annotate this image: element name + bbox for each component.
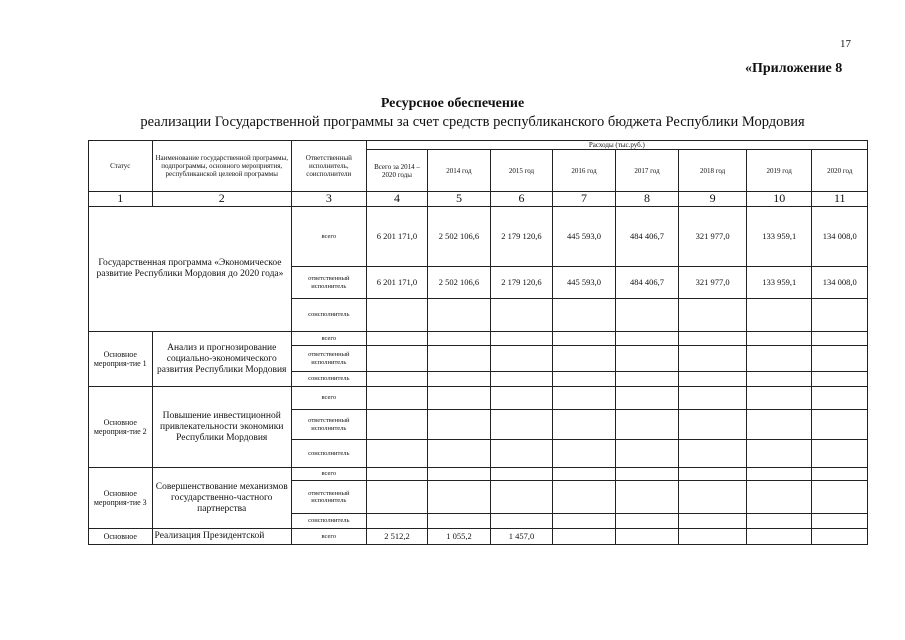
header-year-2017: 2017 год <box>615 150 679 192</box>
value-cell: 2 512,2 <box>366 529 427 545</box>
value-cell: 484 406,7 <box>615 267 679 299</box>
header-year-2019: 2019 год <box>746 150 812 192</box>
header-year-2020: 2020 год <box>812 150 868 192</box>
measure-name: Повышение инвестиционной привлекательности экономики Республики Мордовия <box>152 387 291 468</box>
column-number: 9 <box>679 192 747 207</box>
value-cell: 445 593,0 <box>553 267 616 299</box>
value-cell: 6 201 171,0 <box>366 267 427 299</box>
value-cell: 2 502 106,6 <box>428 267 491 299</box>
role-all: всего <box>291 387 366 410</box>
value-cell: 321 977,0 <box>679 207 747 267</box>
role-co: соисполнитель <box>291 299 366 332</box>
value-cell: 1 055,2 <box>428 529 491 545</box>
appendix-label: «Приложение 8 <box>745 61 843 76</box>
role-responsible: ответственный исполнитель <box>291 346 366 372</box>
measure-status: Основное мероприя-тие 3 <box>89 468 153 529</box>
header-expenses: Расходы (тыс.руб.) <box>366 141 867 150</box>
column-number: 5 <box>428 192 491 207</box>
header-name: Наименование государственной программы, подпрограммы, основного мероприятия, республиканской целевой программы <box>152 141 291 192</box>
column-number: 11 <box>812 192 868 207</box>
header-year-2018: 2018 год <box>679 150 747 192</box>
column-number: 8 <box>615 192 679 207</box>
table-row <box>89 387 868 410</box>
role-all: всего <box>291 529 366 545</box>
header-year-2015: 2015 год <box>490 150 553 192</box>
table-row <box>89 332 868 346</box>
header-total: Всего за 2014 – 2020 годы <box>366 150 427 192</box>
role-responsible: ответственный исполнитель <box>291 267 366 299</box>
table-row <box>89 529 868 545</box>
column-number: 10 <box>746 192 812 207</box>
resource-table <box>88 140 868 545</box>
column-number: 4 <box>366 192 427 207</box>
measure-status: Основное мероприя-тие 1 <box>89 332 153 387</box>
header-year-2014: 2014 год <box>428 150 491 192</box>
value-cell: 1 457,0 <box>490 529 553 545</box>
value-cell: 134 008,0 <box>812 207 868 267</box>
role-all: всего <box>291 207 366 267</box>
document-title: Ресурсное обеспечение <box>380 96 525 111</box>
table-row <box>89 207 868 267</box>
role-co: соисполнитель <box>291 372 366 387</box>
header-responsible: Ответственный исполнитель, соисполнители <box>291 141 366 192</box>
measure-name: Анализ и прогнозирование социально-экономического развития Республики Мордовия <box>152 332 291 387</box>
role-co: соисполнитель <box>291 514 366 529</box>
page-number: 17 <box>840 38 851 50</box>
value-cell: 134 008,0 <box>812 267 868 299</box>
table-row <box>89 468 868 481</box>
measure-name: Совершенствование механизмов государственно-частного партнерства <box>152 468 291 529</box>
value-cell: 133 959,1 <box>746 207 812 267</box>
column-number: 1 <box>89 192 153 207</box>
column-number: 7 <box>553 192 616 207</box>
role-responsible: ответственный исполнитель <box>291 481 366 514</box>
header-status: Статус <box>89 141 153 192</box>
measure-status: Основное <box>89 529 153 545</box>
role-all: всего <box>291 468 366 481</box>
column-number: 6 <box>490 192 553 207</box>
measure-status: Основное мероприя-тие 2 <box>89 387 153 468</box>
column-number: 2 <box>152 192 291 207</box>
role-co: соисполнитель <box>291 440 366 468</box>
value-cell: 6 201 171,0 <box>366 207 427 267</box>
column-number: 3 <box>291 192 366 207</box>
role-all: всего <box>291 332 366 346</box>
value-cell: 484 406,7 <box>615 207 679 267</box>
value-cell: 133 959,1 <box>746 267 812 299</box>
value-cell: 2 179 120,6 <box>490 207 553 267</box>
value-cell: 2 179 120,6 <box>490 267 553 299</box>
value-cell: 321 977,0 <box>679 267 747 299</box>
value-cell: 2 502 106,6 <box>428 207 491 267</box>
role-responsible: ответственный исполнитель <box>291 410 366 440</box>
header-year-2016: 2016 год <box>553 150 616 192</box>
value-cell: 445 593,0 <box>553 207 616 267</box>
measure-name: Реализация Президентской <box>152 529 291 545</box>
document-subtitle: реализации Государственной программы за счет средств республиканского бюджета Республики Мордовия <box>140 114 805 130</box>
program-name: Государственная программа «Экономическое развитие Республики Мордовия до 2020 года» <box>89 207 292 332</box>
